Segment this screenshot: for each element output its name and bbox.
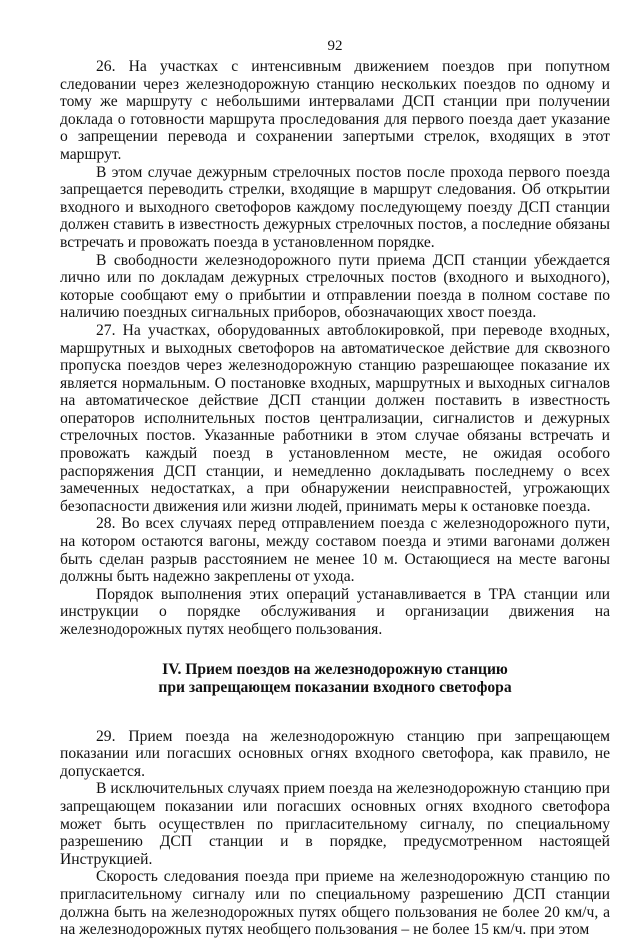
body-text-bottom (60, 728, 610, 939)
paragraph-26-continued-2: В свободности железнодорожного пути приема ДСП станции убеждается лично или по докладам дежурных стрелочных постов (входного и выходного), которые сообщают ему о прибытии и отправлении поезда в полном составе по наличию поездных сигнальных приборов, обозначающих хвост поезда. (60, 251, 610, 322)
paragraph-26: 26. На участках с интенсивным движением поездов при попутном следовании через железнодорожную станцию нескольких поездов по одному и тому же маршруту с небольшими интервалами ДСП станции при получении доклада о готовности маршрута проследования для первого поезда дает указание о запрещении перевода и сохранении запертыми стрелок, входящих в этот маршрут. (60, 58, 610, 163)
paragraph-29-continued-1: В исключительных случаях прием поезда на железнодорожную станцию при запрещающем показании или погасших основных огнях входного светофора может быть осуществлен по пригласительному сигналу, по специальному разрешению ДСП станции и в порядке, предусмотренном настоящей Инструкцией. (60, 780, 610, 868)
paragraph-29-continued-2: Скорость следования поезда при приеме на железнодорожную станцию по пригласительному сигналу или по специальному разрешению ДСП станции должна быть на железнодорожных путях общего пользования не более 20 км/ч, а на железнодорожных путях необщего пользования – не более 15 км/ч. при этом (60, 868, 610, 939)
paragraph-28-continued: Порядок выполнения этих операций устанавливается в ТРА станции или инструкции о порядке обслуживания и организации движения на железнодорожных путях необщего пользования. (60, 585, 610, 638)
paragraph-29: 29. Прием поезда на железнодорожную станцию при запрещающем показании или погасших основных огнях входного светофора, как правило, не допускается. (60, 727, 610, 780)
section-heading (60, 661, 610, 698)
page-number: 92 (327, 38, 343, 54)
paragraph-27: 27. На участках, оборудованных автоблокировкой, при переводе входных, маршрутных и выходных светофоров на автоматическое действие для сквозного пропуска поездов через железнодорожную станцию разрешающее показание их является нормальным. О постановке входных, маршрутных и выходных сигналов на автоматическое действие ДСП станции должен поставить в известность операторов исполнительных постов централизации, сигналистов и дежурных стрелочных постов. Указанные работники в этом случае обязаны встречать и провожать каждый поезд в установленном месте, не ожидая особого распоряжения ДСП станции, и немедленно докладывать последнему о всех замеченных недостатках, а при обнаружении неисправностей, угрожающих безопасности движения или жизни людей, принимать меры к остановке поезда. (60, 321, 610, 515)
section-heading-line-1: IV. Прием поездов на железнодорожную станцию (162, 660, 508, 678)
paragraph-28: 28. Во всех случаях перед отправлением поезда с железнодорожного пути, на котором остаются вагоны, между составом поезда и этими вагонами должен быть сделан разрыв расстоянием не менее 10 м. Остающиеся на месте вагоны должны быть надежно закреплены от ухода. (60, 515, 610, 586)
body-text-top (60, 58, 610, 639)
section-heading-line-2: при запрещающем показании входного светофора (158, 679, 512, 697)
paragraph-26-continued-1: В этом случае дежурным стрелочных постов после прохода первого поезда запрещается переводить стрелки, входящие в маршрут следования. Об открытии входного и выходного светофоров каждому последующему поезду ДСП станции должен ставить в известность дежурных стрелочных постов, а последние обязаны встречать и провожать поезда в установленном порядке. (60, 163, 610, 251)
